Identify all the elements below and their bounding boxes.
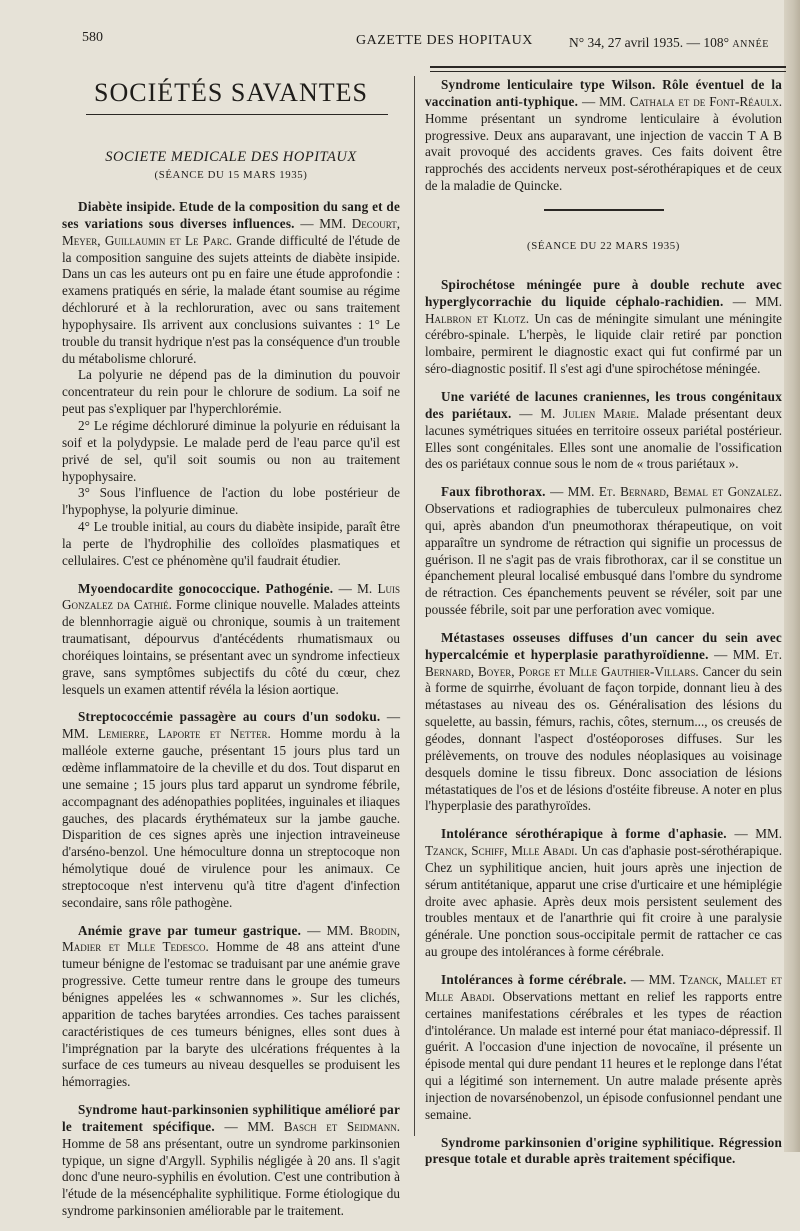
article-body: Grande difficulté de l'étude de la composition sanguine des sujets atteints de diabète insipide. Dans un cas les auteurs ont pu en faire une étude approfondie : examens pratiqués en série, la malade étant soumise au régime déchloruré et à la rechloruration, avec ou sans traitement hypophysaire. Ils arrivent aux conclusions suivantes : 1° Le trouble du transit hydrique n'est pas la conséquence d'un trouble du métabolisme chloruré. xyxy=(62,232,401,366)
article-title: Myoendocardite gonococcique. Pathogénie. xyxy=(78,580,334,596)
article-body: Cancer du sein à forme de squirrhe, évoluant de façon torpide, donnant lieu à des métastases au niveau des os. Généralisation des lésions du squelette, au bassin, fémurs, rachis, côtes, sternum..., os creusés de géodes, donnant l'aspect d'ostéoporoses diffuses. Sur les prélèvements, on trouve des nodules néoplasiques au voisinage desquels domine le tissu fibreux. Donc association de lésions métastatiques de l'os et de lésions d'ostéite fibreuse. A noter en plus l'hyperplasie des parathyroïdes. xyxy=(425,663,782,814)
article-title: Syndrome parkinsonien d'origine syphilitique. Régression presque totale et durable après traitement spécifique. xyxy=(425,1134,782,1167)
article-authors: — MM. Cathala et de Font-Réaulx. xyxy=(581,93,782,109)
article-title: Spirochétose méningée pure à double rechute avec hyperglycorrachie du liquide céphalo-rachidien. xyxy=(425,276,782,309)
article-paragraph: La polyurie ne dépend pas de la diminution du pouvoir concentrateur du rein pour le chlorure de sodium. La soif ne peut pas s'expliquer par l'hyperchlorémie. xyxy=(62,367,400,417)
article-entry xyxy=(425,389,782,473)
article-title: Métastases osseuses diffuses d'un cancer du sein avec hypercalcémie et hyperplasie parathyroïdienne. xyxy=(425,629,782,662)
article-entry xyxy=(425,826,782,961)
article-entry xyxy=(425,972,782,1124)
title-rule xyxy=(86,114,388,115)
left-column xyxy=(62,66,400,1231)
article-authors: — M. Luis Gonzalez da Cathié. xyxy=(62,580,401,613)
section-separator xyxy=(544,209,664,211)
article-title: Faux fibrothorax. xyxy=(441,484,546,500)
article-title: Une variété de lacunes craniennes, les trous congénitaux des pariétaux. xyxy=(425,388,782,421)
article-authors: — MM. Tzanck, Schiff, Mlle Abadi. xyxy=(425,826,783,859)
article-body: Observations mettant en relief les rapports entre certaines manifestations cérébrales et les types de réaction d'intolérance. Un malade est interné pour état maniaco-dépressif. Il guérit. A l'occasion d'une injection de novocaïne, il présente un épisode mental qui dure pendant 11 heures et le replonge dans l'état qui a légitimé son internement. Un autre malade présente après injection de novarsénobenzol, un épisode confusionnel pendant une semaine. xyxy=(425,988,783,1122)
journal-title: GAZETTE DES HOPITAUX xyxy=(356,33,533,48)
article-entry xyxy=(62,199,400,570)
article-entry xyxy=(425,1135,782,1169)
article-body: Observations et radiographies de tuberculeux pulmonaires chez qui, après abandon d'un pneumothorax thérapeutique, on voit apparaître un syndrome de rétraction qui signifie un processus de guérison. Il ne s'agit pas de vrais fibrothorax, car il se constitue un épanchement pleural localisé embusqué dans l'ombre du syndrome de rétraction. Ces épanchements peuvent se révéler, soit par une poussée fébrile, soit par une perforation avec vomique. xyxy=(425,501,782,618)
article-authors: — MM. Tzanck, Mallet et Mlle Abadi. xyxy=(425,971,783,1004)
column-divider xyxy=(414,76,415,1136)
issue-info xyxy=(569,35,769,51)
article-title: Anémie grave par tumeur gastrique. xyxy=(78,922,302,938)
article-entry xyxy=(425,77,782,195)
article-title: Intolérance sérothérapique à forme d'aphasie. xyxy=(441,826,727,842)
article-authors: — MM. Basch et Seidmann. xyxy=(224,1118,400,1134)
article-body: Forme clinique nouvelle. Malades atteints de blennhorragie aiguë ou chronique, soumis à un traitement traumatisant, dépourvus d'antécédents rhumatismaux ou choréiques lointains, se présentant avec un syndrome infectieux grave, sans symptômes subjectifs du côté du cœur, chez lesquels un examen attentif révéla la lésion aortique. xyxy=(62,597,400,697)
page-edge-shadow xyxy=(784,0,800,1152)
article-authors: — MM. Halbron et Klotz. xyxy=(425,293,782,326)
article-body: Un cas d'aphasie post-sérothérapique. Chez un syphilitique ancien, huit jours après une injection de sérum antitétanique, apparut une crise d'urticaire et une hémiplégie droite avec aphasie. Après deux mois persistent seulement des troubles mentaux et de l'anarthrie qui fit croire à une paralysie générale. Une ponction sous-occipitale permit de rattacher ce cas au groupe des intolérances à forme cérébrale. xyxy=(425,843,783,960)
article-title: Intolérances à forme cérébrale. xyxy=(441,971,627,987)
session-date: (SÉANCE DU 15 MARS 1935) xyxy=(154,169,308,181)
header-rule xyxy=(430,66,786,68)
article-entry xyxy=(62,581,400,699)
issue-suffix: ANNÉE xyxy=(732,39,769,50)
article-authors: — MM. Lemierre, Laporte et Netter. xyxy=(62,709,400,742)
article-title: Streptococcémie passagère au cours d'un sodoku. xyxy=(78,709,381,725)
session-date: (SÉANCE DU 22 MARS 1935) xyxy=(527,239,680,252)
article-body: Homme de 48 ans atteint d'une tumeur bénigne de l'estomac se traduisant par une anémie grave progressive. Cette tumeur rentre dans le groupe des tumeurs bénignes appelées les « schwannomes ». Sur les clichés, apparition de taches barytées arrondies. Ces taches paraissent caractéristiques de ces tumeurs bénignes, elles sont dues à l'imprégnation par la baryte des ulcérations fréquentes à la surface de ces tumeurs au niveau desquelles se produisent les hémorragies. xyxy=(62,939,400,1090)
header-rule-thin xyxy=(430,71,786,72)
article-body: Un cas de méningite simulant une méningite cérébro-spinale. L'herpès, le liquide clair retiré par ponction lombaire, permirent le diagnostic exact qui fut confirmé par un séro-diagnostic positif. Il s'est agi d'une spirochétose méningée. xyxy=(425,310,783,377)
society-name: SOCIETE MEDICALE DES HOPITAUX xyxy=(105,149,357,165)
article-paragraph: 2° Le régime déchloruré diminue la polyurie en réduisant la soif et la polydypsie. Le malade perd de l'eau parce qu'il est privé de sel, qu'il soit soumis ou non au traitement hypophysaire. xyxy=(62,417,400,484)
article-entry xyxy=(425,484,782,619)
article-body: Malade présentant deux lacunes symétriques situées en territoire osseux pariétal postérieur. Elles sont congénitales. Elles sont une anomalie de l'ossification des os pariétaux connue sous le nom de « trous pariétaux ». xyxy=(425,405,782,472)
article-authors: — MM. Decourt, Meyer, Guillaumin et Le Parc. xyxy=(62,215,400,248)
article-title: Syndrome lenticulaire type Wilson. Rôle éventuel de la vaccination anti-typhique. xyxy=(425,77,782,109)
article-entry xyxy=(62,709,400,911)
article-paragraph: 3° Sous l'influence de l'action du lobe postérieur de l'hypophyse, la polyurie diminue. xyxy=(62,485,400,518)
section-title: SOCIÉTÉS SAVANTES xyxy=(94,78,368,107)
article-entry xyxy=(62,923,400,1091)
article-entry xyxy=(62,1102,400,1220)
article-body: Homme présentant un syndrome lenticulaire à évolution progressive. Deux ans auparavant, une injection de vaccin T A B avait provoqué des accidents graves. Ces faits doivent être rapprochés des accidents nerveux post-sérothérapiques et de ceux de la maladie de Quincke. xyxy=(425,110,782,194)
article-title: Diabète insipide. Etude de la composition du sang et de ses variations sous diverses influences. xyxy=(62,199,400,231)
article-authors: — MM. Et. Bernard, Bemal et Gonzalez. xyxy=(550,484,783,500)
page-number: 580 xyxy=(82,30,103,45)
running-header xyxy=(0,30,800,54)
issue-date: N° 34, 27 avril 1935. — 108° xyxy=(569,35,730,50)
right-column xyxy=(425,77,782,1179)
article-body: Homme de 58 ans présentant, outre un syndrome parkinsonien typique, un signe d'Argyll. Syphilis négligée à 20 ans. Il s'agit donc d'une neuro-syphilis en évolution. C'est une contribution à l'étude de la mésencéphalite syphilitique. Forme étiologique du syndrome parkinsonien améliorable par le traitement. xyxy=(62,1135,400,1219)
article-body: Homme mordu à la malléole externe gauche, présentant 15 jours plus tard un œdème inflammatoire de la cheville et du dos. Tout disparut en une semaine ; 15 jours plus tard apparut un syndrome fébrile, accompagnant des adénopathies poplitées, inguinales et iliaques gauches, des placards érythémateux sur la jambe gauche. Disparition de ces signes après une injection intraveineuse d'arséno-benzol. Une hémoculture donna un streptocoque non hémolytique doué de virulence pour les animaux. Ce streptocoque n'est intervenu qu'à titre d'agent d'infection secondaire, sans rôle pathogène. xyxy=(62,726,401,910)
article-entry xyxy=(425,277,782,378)
article-authors: — M. Julien Marie. xyxy=(519,405,640,421)
article-title: Syndrome haut-parkinsonien syphilitique amélioré par le traitement spécifique. xyxy=(62,1102,400,1134)
article-authors: — MM. Brodin, Madier et Mlle Tedesco. xyxy=(62,922,401,955)
article-authors: — MM. Et. Bernard, Boyer, Porge et Mlle Gauthier-Villars. xyxy=(425,646,782,679)
article-paragraph: 4° Le trouble initial, au cours du diabète insipide, paraît être la perte de l'hydrophilie des colloïdes plasmatiques et cellulaires. C'est ce phénomène qu'il faudrait étudier. xyxy=(62,519,400,568)
article-entry xyxy=(425,630,782,815)
